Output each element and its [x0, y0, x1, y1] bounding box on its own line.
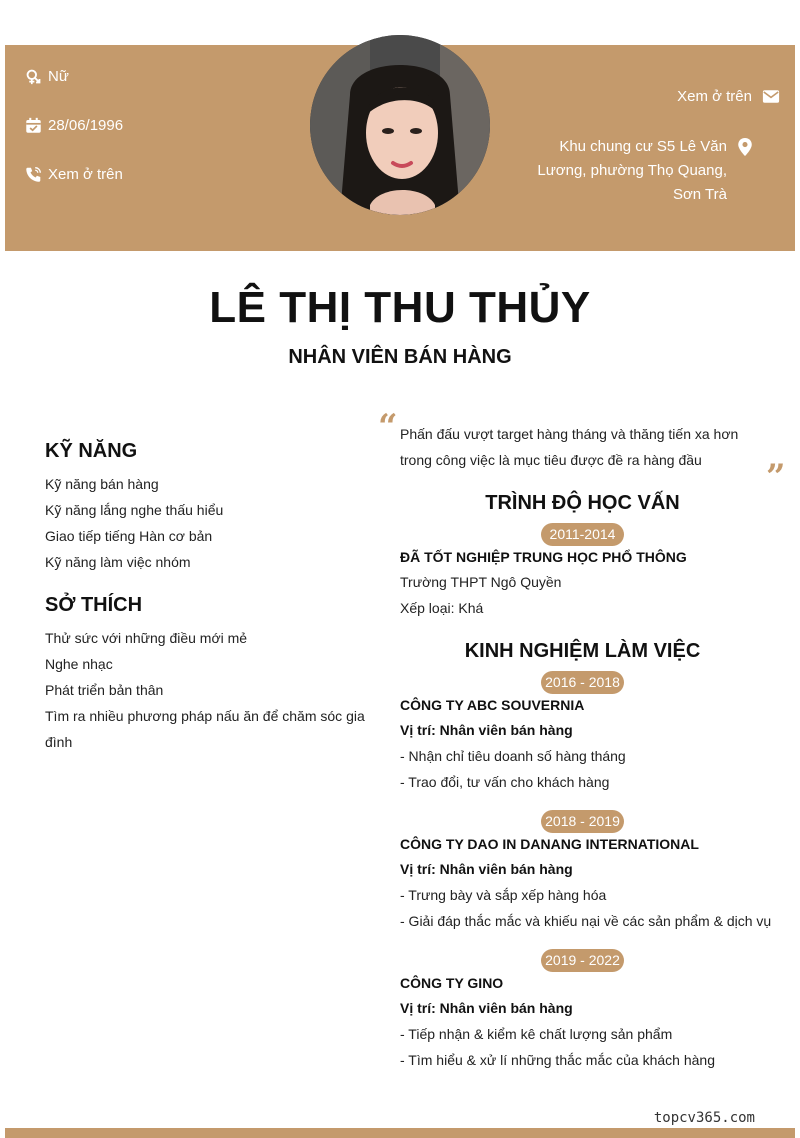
- hobbies-title: SỞ THÍCH: [45, 594, 143, 616]
- skills-title: KỸ NĂNG: [45, 440, 138, 462]
- skill-item: Kỹ năng lắng nghe thấu hiểu: [45, 502, 224, 518]
- job-task: - Trưng bày và sắp xếp hàng hóa: [400, 887, 607, 903]
- address-line: Khu chung cư S5 Lê Văn: [559, 138, 727, 155]
- hobby-item: Phát triển bản thân: [45, 682, 164, 698]
- quote-close-icon: ”: [766, 457, 786, 497]
- job-period-badge: 2016 - 2018: [541, 671, 624, 694]
- email-icon: [762, 87, 780, 105]
- job-position: Vị trí: Nhân viên bán hàng: [400, 861, 573, 877]
- hobby-item: đình: [45, 734, 73, 750]
- education-period-badge: 2011-2014: [541, 523, 624, 546]
- avatar: [310, 35, 490, 215]
- education-grade: Xếp loại: Khá: [400, 600, 484, 616]
- objective-line: Phấn đấu vượt target hàng tháng và thăng tiến xa hơn: [400, 426, 739, 442]
- experience-title: KINH NGHIỆM LÀM VIỆC: [464, 640, 701, 662]
- address-line: Sơn Trà: [672, 186, 727, 203]
- job-task: - Nhận chỉ tiêu doanh số hàng tháng: [400, 748, 626, 764]
- hobby-item: Tìm ra nhiều phương pháp nấu ăn để chăm sóc gia: [45, 708, 365, 724]
- birthday-row: [24, 116, 123, 134]
- birthday-text: 28/06/1996: [48, 116, 124, 134]
- gender-icon: [24, 67, 42, 85]
- job-task: - Tìm hiểu & xử lí những thắc mắc của khách hàng: [400, 1052, 715, 1068]
- education-degree: ĐÃ TỐT NGHIỆP TRUNG HỌC PHỔ THÔNG: [400, 549, 687, 565]
- objective-line: trong công việc là mục tiêu được đề ra hàng đầu: [400, 452, 702, 468]
- hobby-item: Thử sức với những điều mới mẻ: [45, 630, 248, 646]
- job-task: - Trao đổi, tư vấn cho khách hàng: [400, 774, 610, 790]
- education-title: TRÌNH ĐỘ HỌC VẤN: [485, 492, 680, 514]
- job-task: - Giải đáp thắc mắc và khiếu nại về các sản phẩm & dịch vụ: [400, 913, 772, 929]
- job-company: CÔNG TY DAO IN DANANG INTERNATIONAL: [400, 836, 699, 852]
- job-period-badge: 2018 - 2019: [541, 810, 624, 833]
- candidate-name: LÊ THỊ THU THỦY: [209, 283, 591, 332]
- phone-text: Xem ở trên: [48, 165, 123, 183]
- job-task: - Tiếp nhận & kiểm kê chất lượng sản phẩm: [400, 1026, 673, 1042]
- skill-item: Kỹ năng làm việc nhóm: [45, 554, 191, 570]
- gender-text: Nữ: [48, 67, 69, 85]
- career-objective: [400, 421, 765, 473]
- job-position: Vị trí: Nhân viên bán hàng: [400, 1000, 573, 1016]
- job-position: Vị trí: Nhân viên bán hàng: [400, 722, 573, 738]
- job-company: CÔNG TY ABC SOUVERNIA: [400, 697, 585, 713]
- gender-row: [24, 67, 69, 85]
- phone-row: [24, 165, 123, 183]
- hobby-item: Nghe nhạc: [45, 656, 113, 672]
- address-row: [525, 135, 755, 207]
- job-period-badge: 2019 - 2022: [541, 949, 624, 972]
- job-company: CÔNG TY GINO: [400, 975, 504, 991]
- email-text: Xem ở trên: [677, 87, 752, 105]
- email-row: [677, 87, 780, 105]
- education-school: Trường THPT Ngô Quyền: [400, 574, 562, 590]
- address-line: Lương, phường Thọ Quang,: [537, 162, 727, 179]
- footer-site: topcv365.com: [653, 1110, 755, 1126]
- calendar-icon: [24, 116, 42, 134]
- quote-open-icon: “: [378, 407, 398, 447]
- footer-band: [5, 1128, 795, 1138]
- skill-item: Kỹ năng bán hàng: [45, 476, 159, 492]
- location-icon: [737, 138, 755, 156]
- job-title: NHÂN VIÊN BÁN HÀNG: [288, 346, 512, 368]
- skill-item: Giao tiếp tiếng Hàn cơ bản: [45, 528, 213, 544]
- phone-icon: [24, 165, 42, 183]
